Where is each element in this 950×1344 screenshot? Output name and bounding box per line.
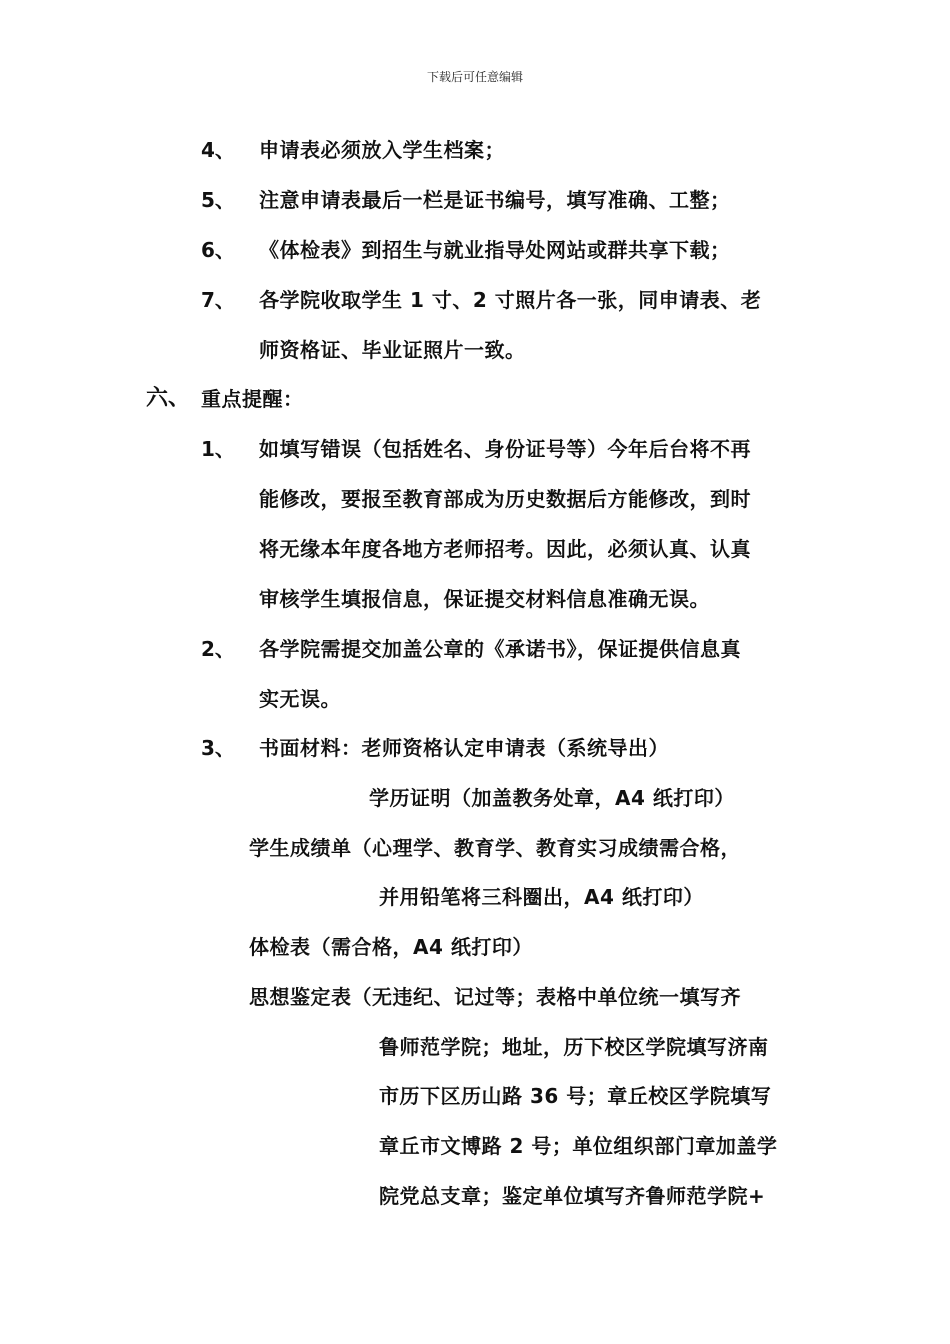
material-line: 思想鉴定表（无违纪、记过等；表格中单位统一填写齐: [249, 985, 741, 1009]
item-text: 注意申请表最后一栏是证书编号，填写准确、工整；: [259, 188, 731, 212]
item-text: 各学院收取学生 1 寸、2 寸照片各一张，同申请表、老: [259, 288, 762, 312]
material-line: 学历证明（加盖教务处章，A4 纸打印）: [369, 786, 735, 810]
page-header: 下载后可任意编辑: [426, 70, 523, 84]
item-text: 实无误。: [259, 687, 341, 711]
section-title: 重点提醒：: [201, 387, 304, 411]
item-number: 5、: [201, 188, 235, 212]
section-number: 六、: [146, 386, 191, 411]
item-number: 4、: [201, 138, 235, 162]
item-text: 各学院需提交加盖公章的《承诺书》，保证提供信息真: [259, 637, 741, 661]
material-line: 体检表（需合格，A4 纸打印）: [249, 935, 533, 959]
material-line: 学生成绩单（心理学、教育学、教育实习成绩需合格，: [249, 836, 741, 860]
material-line: 章丘市文博路 2 号；单位组织部门章加盖学: [379, 1134, 778, 1158]
material-line: 并用铅笔将三科圈出，A4 纸打印）: [379, 885, 704, 909]
material-line: 市历下区历山路 36 号；章丘校区学院填写: [379, 1084, 772, 1108]
item-number: 1、: [201, 437, 235, 461]
material-line: 鲁师范学院；地址，历下校区学院填写济南: [379, 1035, 769, 1059]
item-text: 书面材料：老师资格认定申请表（系统导出）: [259, 736, 669, 760]
item-text: 如填写错误（包括姓名、身份证号等）今年后台将不再: [259, 437, 751, 461]
item-text: 能修改，要报至教育部成为历史数据后方能修改，到时: [259, 487, 751, 511]
item-number: 6、: [201, 238, 235, 262]
item-text: 师资格证、毕业证照片一致。: [259, 338, 526, 362]
item-number: 2、: [201, 637, 235, 661]
item-text: 《体检表》到招生与就业指导处网站或群共享下载；: [259, 238, 731, 262]
item-number: 3、: [201, 736, 235, 760]
item-number: 7、: [201, 288, 235, 312]
item-text: 申请表必须放入学生档案；: [259, 138, 505, 162]
item-text: 将无缘本年度各地方老师招考。因此，必须认真、认真: [259, 537, 751, 561]
material-line: 院党总支章；鉴定单位填写齐鲁师范学院+: [379, 1184, 766, 1208]
item-text: 审核学生填报信息，保证提交材料信息准确无误。: [259, 587, 710, 611]
